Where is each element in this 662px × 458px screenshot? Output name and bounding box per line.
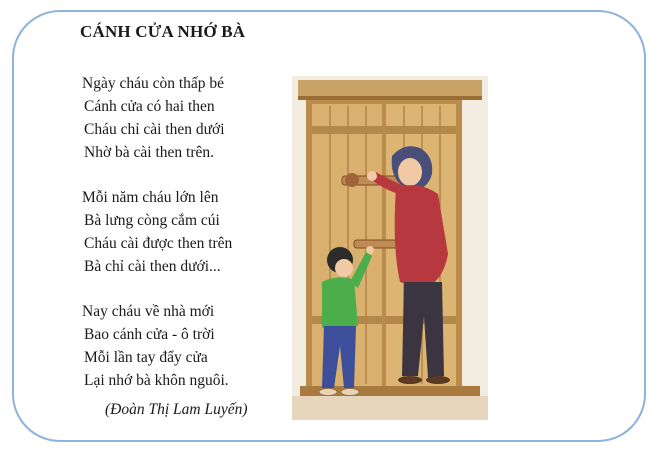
poem-author: (Đoàn Thị Lam Luyến): [105, 401, 248, 418]
poem-line: Bao cánh cửa - ô trời: [84, 326, 215, 343]
poem-line: Bà chỉ cài then dưới...: [84, 258, 221, 275]
poem-line: Ngày cháu còn thấp bé: [82, 75, 225, 92]
poem-line: Nhờ bà cài then trên.: [84, 144, 214, 161]
poem-line: Cánh cửa có hai then: [84, 98, 215, 115]
poem-line: Bà lưng còng cắm cúi: [84, 212, 220, 229]
poem-line: Mỗi lần tay đẩy cửa: [84, 349, 208, 366]
poem-line: Cháu chỉ cài then dưới: [84, 121, 225, 138]
stanza-1: [80, 72, 295, 164]
grandmother-child-door-illustration: [292, 76, 488, 420]
poem-title: CÁNH CỬA NHỚ BÀ: [80, 22, 246, 41]
poem-body: [80, 72, 295, 414]
poem-line: Nay cháu về nhà mới: [82, 303, 215, 320]
stanza-3: [80, 300, 295, 392]
poem-line: Lại nhớ bà khôn nguôi.: [84, 372, 229, 389]
poem-line: Mỗi năm cháu lớn lên: [82, 189, 219, 206]
stanza-2: [80, 186, 295, 278]
poem-line: Cháu cài được then trên: [84, 235, 233, 252]
